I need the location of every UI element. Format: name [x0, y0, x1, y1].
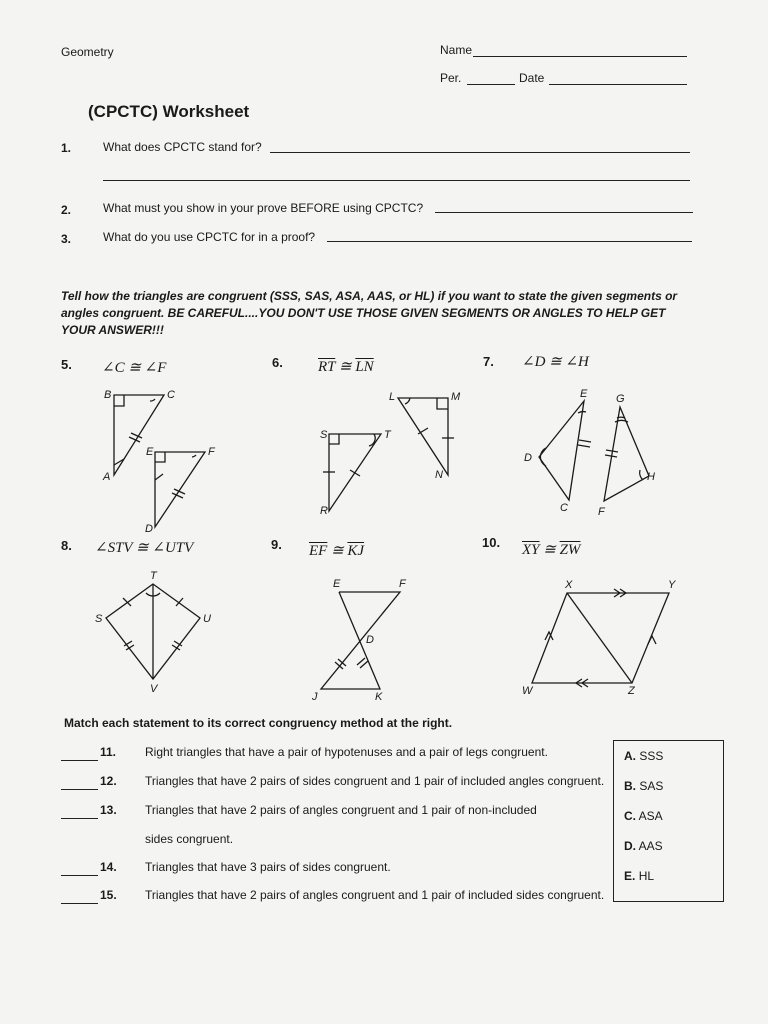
problem-number: 10.: [482, 535, 501, 550]
vertex-label: D: [366, 634, 374, 646]
segment-rt: $\overline{RT}$: [318, 359, 336, 375]
problem-number: 9.: [271, 537, 282, 552]
match-statement: Triangles that have 2 pairs of angles congruent and 1 pair of non-included: [145, 803, 537, 817]
angle-arc-f: [192, 455, 196, 457]
match-number: 15.: [100, 888, 117, 902]
vertex-label: C: [167, 389, 175, 401]
problem-number: 5.: [61, 357, 72, 372]
right-angle-mark-m: [437, 398, 448, 409]
problem-number: 8.: [61, 538, 72, 553]
segment-xy: $\overline{XY}$: [522, 542, 540, 558]
figure-problem-9: [321, 592, 400, 689]
bowtie-efdjk: [321, 592, 400, 689]
page-title: (CPCTC) Worksheet: [88, 102, 250, 121]
period-label: Per.: [440, 71, 462, 85]
answer-blank[interactable]: [61, 903, 98, 904]
vertex-label: M: [451, 391, 461, 403]
match-statement: Right triangles that have a pair of hypotenuses and a pair of legs congruent.: [145, 745, 548, 759]
answer-blank[interactable]: [61, 789, 98, 790]
angle-arc-d: [540, 448, 546, 466]
match-number: 14.: [100, 860, 117, 874]
given-statement: ∠STV ≅ ∠UTV: [95, 540, 194, 556]
answer-blank[interactable]: [61, 760, 98, 761]
vertex-label: U: [203, 613, 211, 625]
figure-problem-8: [106, 584, 200, 679]
given-statement: ∠C ≅ ∠F: [102, 360, 167, 376]
match-statement: Triangles that have 3 pairs of sides congruent.: [145, 860, 391, 874]
vertex-label: F: [399, 578, 406, 590]
vertex-label: G: [616, 393, 625, 405]
angle-arc-c: [150, 399, 155, 401]
tick-mark: [578, 445, 590, 447]
segment-zw: $\overline{ZW}$: [559, 542, 581, 558]
vertex-label: C: [560, 502, 568, 514]
match-number: 11.: [100, 745, 117, 759]
vertex-label: X: [565, 579, 573, 591]
right-angle-mark-b: [114, 395, 124, 406]
date-label: Date: [519, 71, 545, 85]
match-heading: Match each statement to its correct congruency method at the right.: [64, 716, 453, 730]
angle-arc-h: [640, 470, 643, 480]
vertex-label: Y: [668, 579, 676, 591]
angle-arc-g: [617, 417, 625, 418]
answer-choice: E. HL: [624, 869, 655, 883]
answer-blank[interactable]: [61, 818, 98, 819]
vertex-label: D: [524, 452, 532, 464]
vertex-label: T: [384, 429, 391, 441]
vertex-label: W: [522, 685, 533, 697]
question-number: 3.: [61, 232, 72, 246]
vertex-label: D: [145, 523, 153, 535]
vertex-label: R: [320, 505, 328, 517]
vertex-label: S: [320, 429, 328, 441]
question-number: 1.: [61, 141, 72, 155]
instructions: Tell how the triangles are congruent (SSS, SAS, ASA, AAS, or HL) if you want to state the given segments or angles congruent. BE CAREFUL....YOU DON'T USE THOSE GIVEN SEGMENTS OR ANGLES TO HELP GET YOUR ANSWER!!!: [61, 289, 678, 337]
question-text: What do you use CPCTC for in a proof?: [103, 230, 316, 244]
answer-choice: C. ASA: [624, 809, 663, 823]
figure-problem-10: [532, 589, 669, 687]
segment-ln: $\overline{LN}$: [355, 359, 374, 375]
vertex-label: H: [647, 471, 655, 483]
right-angle-mark-s: [329, 434, 339, 444]
answer-choice: D. AAS: [624, 839, 663, 853]
answer-choice: A. SSS: [624, 749, 664, 763]
match-statement: Triangles that have 2 pairs of sides congruent and 1 pair of included angles congruent.: [145, 774, 605, 788]
vertex-label: Z: [628, 685, 635, 697]
vertex-label: V: [150, 683, 158, 695]
vertex-label: T: [150, 570, 157, 582]
triangle-edc: [539, 401, 584, 500]
diagonal-xz: [567, 593, 632, 683]
segment-kj: $\overline{KJ}$: [347, 543, 365, 559]
course-label: Geometry: [61, 45, 114, 59]
figure-problem-6: [323, 398, 454, 511]
problem-number: 6.: [272, 355, 283, 370]
segment-ef: $\overline{EF}$: [309, 543, 328, 559]
question-text: What does CPCTC stand for?: [103, 140, 262, 154]
vertex-label: N: [435, 469, 443, 481]
congruent-symbol: ≅: [327, 543, 348, 559]
answer-choices-box: [613, 740, 724, 902]
vertex-label: F: [208, 446, 215, 458]
match-number: 13.: [100, 803, 117, 817]
vertex-label: E: [333, 578, 341, 590]
vertex-label: J: [312, 691, 318, 703]
angle-arc-t-right: [153, 593, 160, 596]
tick-mark: [350, 470, 360, 476]
vertex-label: L: [389, 391, 396, 403]
vertex-label: A: [103, 471, 111, 483]
answer-blank[interactable]: [61, 875, 98, 876]
figure-problem-5: [114, 395, 205, 527]
match-statement-continued: sides congruent.: [145, 832, 234, 846]
given-statement: ∠D ≅ ∠H: [522, 354, 589, 370]
right-angle-mark-e: [155, 452, 165, 462]
tick-mark: [579, 440, 591, 442]
name-label: Name: [440, 43, 473, 57]
angle-arc-l: [405, 398, 410, 404]
tick-mark: [155, 474, 163, 480]
match-statement: Triangles that have 2 pairs of angles congruent and 1 pair of included sides congruent.: [145, 888, 605, 902]
question-text: What must you show in your prove BEFORE using CPCTC?: [103, 201, 424, 215]
vertex-label: S: [95, 613, 103, 625]
angle-arc-t-left: [146, 593, 153, 596]
vertex-label: E: [146, 446, 154, 458]
figure-problem-7: [539, 401, 649, 501]
vertex-label: B: [104, 389, 112, 401]
angle-arc-g2: [615, 420, 628, 422]
match-number: 12.: [100, 774, 117, 788]
problem-number: 7.: [483, 354, 494, 369]
vertex-label: F: [598, 506, 605, 518]
answer-choice: B. SAS: [624, 779, 664, 793]
congruent-symbol: ≅: [335, 359, 356, 375]
triangle-bca: [114, 395, 164, 475]
vertex-label: E: [580, 388, 588, 400]
congruent-symbol: ≅: [539, 542, 560, 558]
vertex-label: K: [375, 691, 383, 703]
question-number: 2.: [61, 203, 72, 217]
triangle-efd: [155, 452, 205, 527]
